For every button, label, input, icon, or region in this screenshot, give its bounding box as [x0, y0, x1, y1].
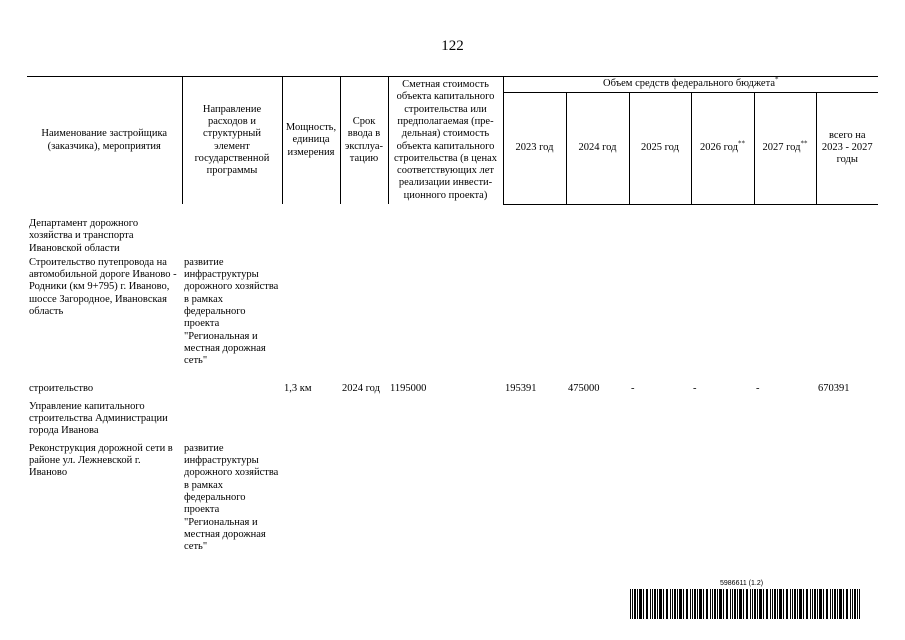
table-row [27, 381, 878, 399]
row-direction: развитие инфраструктуры дорожного хозяйства в рамках федерального проекта "Региональная и местная дорожная сеть" [184, 442, 279, 553]
row-capacity: 1,3 км [284, 382, 312, 394]
barcode-id: 5986611 (1.2) [720, 580, 764, 587]
row-name: Реконструкция дорожной сети в районе ул. Лежневской г. Иваново [29, 442, 173, 479]
header-year-2027 [754, 93, 816, 205]
header-year-2024: 2024 год [566, 93, 629, 205]
row-term: 2024 год [342, 382, 380, 394]
header-year-2026-label: 2026 год [700, 142, 738, 154]
header-year-2025: 2025 год [629, 93, 691, 205]
row-value-2027: - [756, 382, 760, 394]
row-cost: 1195000 [390, 382, 427, 394]
row-direction: развитие инфраструктуры дорожного хозяйства в рамках федерального проекта "Региональная и местная дорожная сеть" [184, 256, 279, 367]
header-capacity: Мощность, единица измерения [282, 77, 340, 205]
table-row [27, 255, 878, 381]
header-direction: Направление расходов и структурный элемент государственной программы [182, 77, 282, 205]
footnote-mark: * [774, 75, 779, 84]
row-name: Строительство путепровода на автомобильной дороге Иваново - Родники (км 9+795) г. Иваново, шоссе Загородное, Ивановская область [29, 256, 177, 318]
table-row [27, 399, 878, 441]
footnote-mark: ** [800, 139, 808, 148]
row-value-2024: 475000 [568, 382, 600, 394]
row-value-2025: - [631, 382, 635, 394]
header-year-2023: 2023 год [503, 93, 566, 205]
row-value-total: 670391 [818, 382, 850, 394]
header-year-2026 [691, 93, 754, 205]
header-total: всего на 2023 - 2027 годы [816, 93, 878, 205]
row-value-2026: - [693, 382, 697, 394]
header-year-2027-label: 2027 год [762, 142, 801, 154]
row-value-2023: 195391 [505, 382, 537, 394]
footnote-mark: ** [737, 139, 745, 148]
table-row [27, 441, 878, 567]
header-term: Срок ввода в эксплуа-тацию [340, 77, 388, 205]
row-name: Управление капитального строительства Администрации города Иванова [29, 400, 168, 437]
header-federal-label: Объем средств федерального бюджета [603, 78, 775, 90]
header-name: Наименование застройщика (заказчика), мероприятия [27, 77, 182, 205]
budget-table [27, 76, 878, 567]
row-name: Департамент дорожного хозяйства и транспорта Ивановской области [29, 218, 139, 254]
row-name: строительство [29, 382, 94, 394]
barcode-icon [630, 589, 860, 619]
page-number: 122 [441, 38, 464, 54]
header-cost: Сметная стоимость объекта капитального строительства или предполагаемая (пре-дельная) стоимость объекта капитального строительства (в ценах соответствующих лет реализации инвести-ционного проекта) [388, 77, 503, 205]
header-federal-budget [503, 77, 878, 93]
table-row [27, 204, 878, 255]
